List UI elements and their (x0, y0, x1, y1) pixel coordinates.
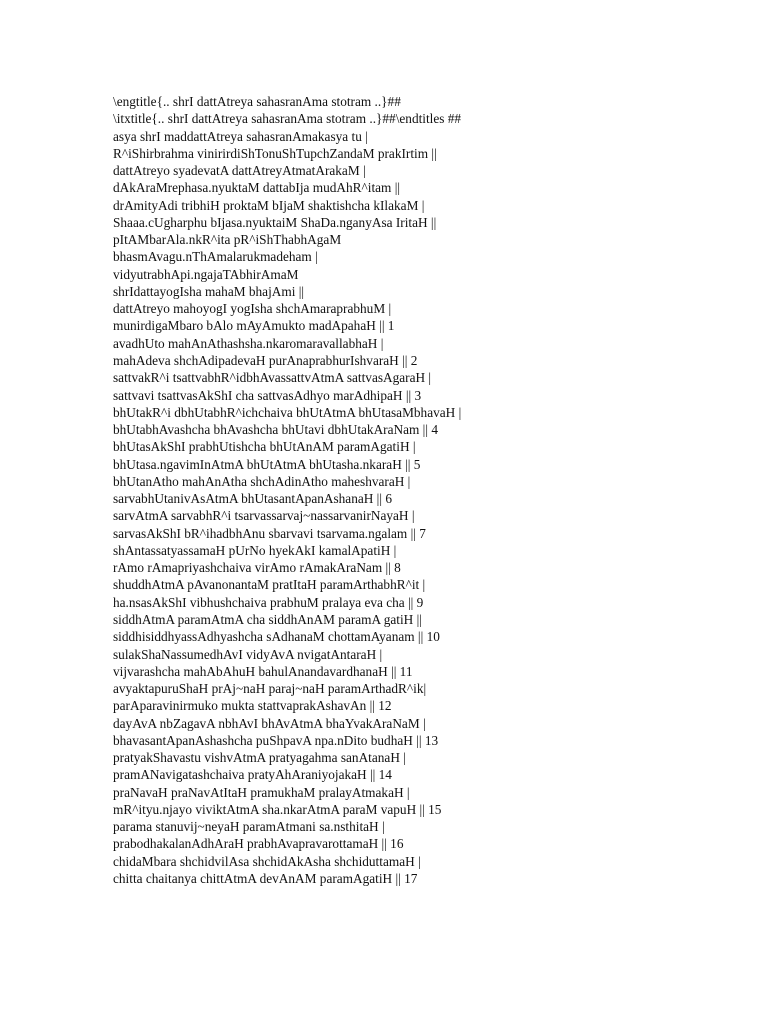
text-line: sattvakR^i tsattvabhR^idbhAvassattvAtmA sattvasAgaraH | (113, 370, 432, 386)
text-line: sulakShaNassumedhAvI vidyAvA nvigatAntaraH | (113, 646, 383, 662)
text-line: sarvabhUtanivAsAtmA bhUtasantApanAshanaH || 6 (113, 491, 392, 507)
text-line: bhUtasAkShI prabhUtishcha bhUtAnAM paramAgatiH | (113, 439, 416, 455)
text-line: rAmo rAmapriyashchaiva virAmo rAmakAraNam || 8 (113, 560, 401, 576)
text-line: dattAtreyo mahoyogI yogIsha shchAmaraprabhuM | (113, 301, 392, 317)
text-line: \itxtitle{.. shrI dattAtreya sahasranAma stotram ..}##\endtitles ## (113, 111, 462, 127)
text-line: bhavasantApanAshashcha puShpavA npa.nDito budhaH || 13 (113, 732, 439, 748)
text-line: mahAdeva shchAdipadevaH purAnaprabhurIshvaraH || 2 (113, 352, 418, 368)
text-line: asya shrI maddattAtreya sahasranAmakasya tu | (113, 128, 368, 144)
text-line: bhUtasa.ngavimInAtmA bhUtAtmA bhUtasha.nkaraH || 5 (113, 456, 421, 472)
text-line: vijvarashcha mahAbAhuH bahulAnandavardhanaH || 11 (113, 663, 413, 679)
text-line: bhUtabhAvashcha bhAvashcha bhUtavi dbhUtakAraNam || 4 (113, 422, 438, 438)
text-line: dattAtreyo syadevatA dattAtreyAtmatArakaM | (113, 163, 366, 179)
text-line: siddhAtmA paramAtmA cha siddhAnAM paramA gatiH || (113, 611, 422, 627)
text-line: drAmityAdi tribhiH proktaM bIjaM shaktishcha kIlakaM | (113, 197, 425, 213)
text-line: chitta chaitanya chittAtmA devAnAM paramAgatiH || 17 (113, 870, 418, 886)
text-line: pItAMbarAla.nkR^ita pR^iShThabhAgaM (113, 232, 342, 248)
text-line: bhUtakR^i dbhUtabhR^ichchaiva bhUtAtmA bhUtasaMbhavaH | (113, 404, 462, 420)
text-line: sattvavi tsattvasAkShI cha sattvasAdhyo marAdhipaH || 3 (113, 387, 422, 403)
text-line: Shaaa.cUgharphu bIjasa.nyuktaiM ShaDa.nganyAsa IritaH || (113, 214, 437, 230)
text-line: prabodhakalanAdhAraH prabhAvapravarottamaH || 16 (113, 836, 404, 852)
text-line: praNavaH praNavAtItaH pramukhaM pralayAtmakaH | (113, 784, 410, 800)
stotram-text (113, 93, 733, 887)
text-line: dAkAraMrephasa.nyuktaM dattabIja mudAhR^itam || (113, 180, 401, 196)
text-line: munirdigaMbaro bAlo mAyAmukto madApahaH || 1 (113, 318, 395, 334)
text-line: dayAvA nbZagavA nbhAvI bhAvAtmA bhaYvakAraNaM | (113, 715, 426, 731)
text-line: shuddhAtmA pAvanonantaM pratItaH paramArthabhR^it | (113, 577, 426, 593)
text-line: ha.nsasAkShI vibhushchaiva prabhuM pralaya eva cha || 9 (113, 594, 424, 610)
text-line: bhUtanAtho mahAnAtha shchAdinAtho maheshvaraH | (113, 473, 411, 489)
text-line: siddhisiddhyassAdhyashcha sAdhanaM chottamAyanam || 10 (113, 629, 440, 645)
text-line: avadhUto mahAnAthashsha.nkaromaravallabhaH | (113, 335, 384, 351)
text-line: parama stanuvij~neyaH paramAtmani sa.nsthitaH | (113, 819, 385, 835)
text-line: sarvasAkShI bR^ihadbhAnu sbarvavi tsarvama.ngalam || 7 (113, 525, 426, 541)
text-line: bhasmAvagu.nThAmalarukmadeham | (113, 249, 318, 265)
text-line: R^iShirbrahma vinirirdiShTonuShTupchZandaM prakIrtim || (113, 145, 437, 161)
text-line: chidaMbara shchidvilAsa shchidAkAsha shchiduttamaH | (113, 853, 421, 869)
text-line: shAntassatyassamaH pUrNo hyekAkI kamalApatiH | (113, 542, 397, 558)
text-line: \engtitle{.. shrI dattAtreya sahasranAma stotram ..}## (113, 94, 401, 109)
text-line: mR^ityu.njayo viviktAtmA sha.nkarAtmA paraM vapuH || 15 (113, 801, 442, 817)
text-line: sarvAtmA sarvabhR^i tsarvassarvaj~nassarvanirNayaH | (113, 508, 415, 524)
text-line: avyaktapuruShaH prAj~naH paraj~naH paramArthadR^ik| (113, 681, 427, 697)
text-line: pratyakShavastu vishvAtmA pratyagahma sanAtanaH | (113, 750, 406, 766)
text-line: pramANavigatashchaiva pratyAhAraniyojakaH || 14 (113, 767, 392, 783)
text-line: vidyutrabhApi.ngajaTAbhirAmaM (113, 266, 299, 282)
text-line: parAparavinirmuko mukta stattvaprakAshavAn || 12 (113, 698, 392, 714)
text-line: shrIdattayogIsha mahaM bhajAmi || (113, 283, 305, 299)
